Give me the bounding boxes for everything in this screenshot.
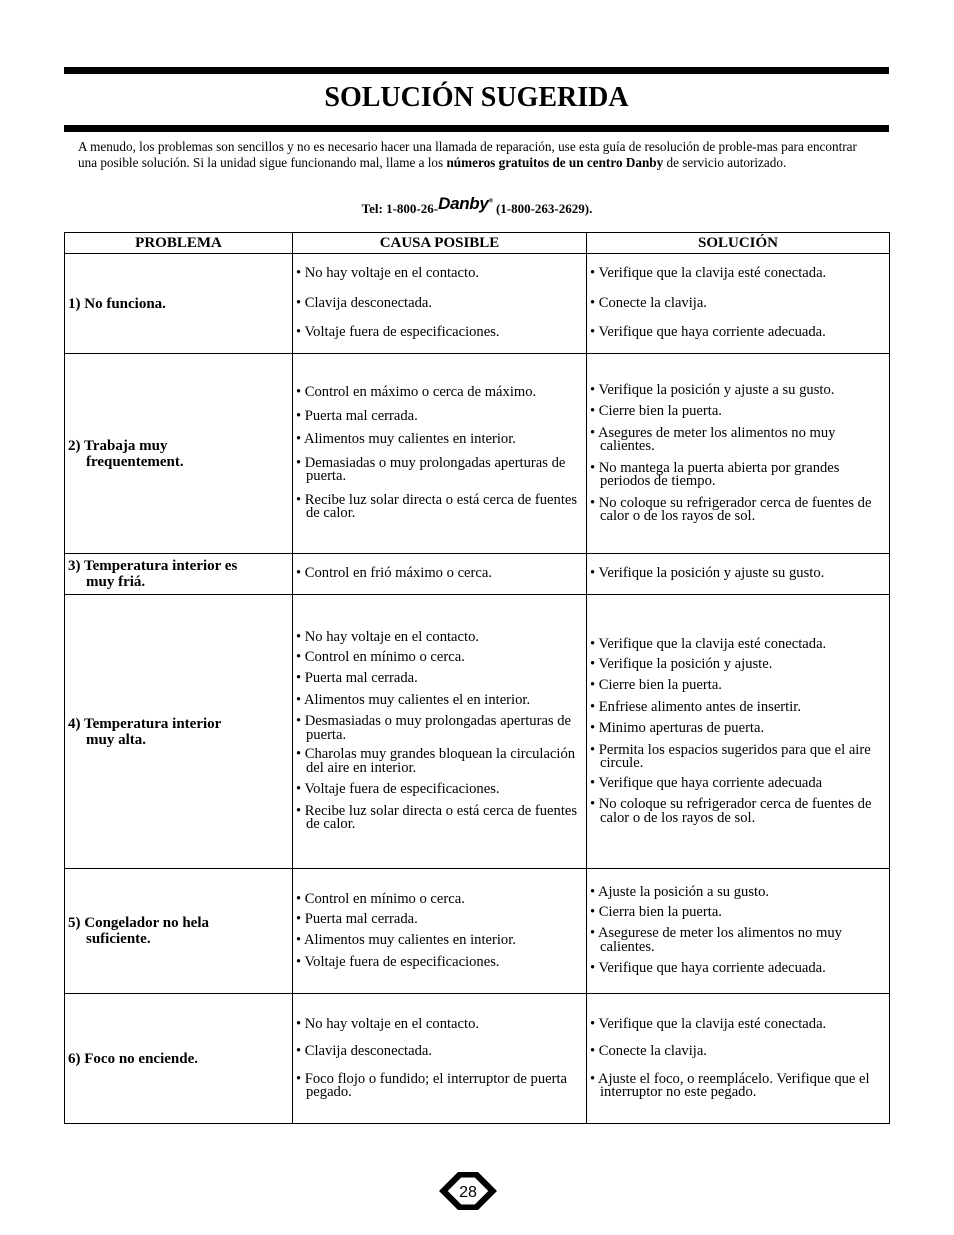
solution-cell [587,554,890,595]
solution-item: • Cierre bien la puerta. [590,405,887,419]
solution-item: • Minimo aperturas de puerta. [590,722,887,736]
intro-paragraph [78,139,878,170]
cause-item: • Voltaje fuera de especificaciones. [296,326,584,340]
cause-cell [293,554,587,595]
problem-label-line2: suficiente. [86,931,151,947]
cause-item: • Demasiadas o muy prolongadas aperturas de puerta. [296,457,584,484]
solution-item: • Verifique la posición y ajuste su gusto. [590,567,887,581]
solution-item: • Conecte la clavija. [590,297,887,311]
top-rule [64,67,889,74]
cause-item: • Alimentos muy calientes en interior. [296,433,584,447]
problem-cell [65,354,293,554]
solution-item: • Permita los espacios sugeridos para que el aire circule. [590,744,887,771]
solution-cell [587,595,890,869]
problem-cell [65,869,293,994]
problem-label-line1: 3) Temperatura interior es [68,558,238,574]
solution-cell [587,354,890,554]
cause-list [293,567,586,581]
page-title: SOLUCIÓN SUGERIDA [324,82,629,113]
solution-item: • Cierra bien la puerta. [590,906,887,920]
solution-cell [587,869,890,994]
table-row [65,554,890,595]
solution-item: • No coloque su refrigerador cerca de fuentes de calor o de los rayos de sol. [590,497,887,524]
intro-bold: números gratuitos de un centro Danby [446,154,664,170]
solution-item: • Cierre bien la puerta. [590,679,887,693]
problem-label-line1: 1) No funciona. [68,295,166,312]
cause-item: • Puerta mal cerrada. [296,672,584,686]
telephone-line [0,194,954,218]
header-solucion: SOLUCIÓN [587,233,890,254]
cause-item: • Clavija desconectada. [296,297,584,311]
title-bottom-rule [64,125,889,132]
tel-suffix: (1-800-263-2629). [492,201,593,216]
cause-cell [293,254,587,354]
cause-item: • Voltaje fuera de especificaciones. [296,956,584,970]
cause-item: • Control en mínimo o cerca. [296,651,584,665]
solution-item: • No coloque su refrigerador cerca de fuentes de calor o de los rayos de sol. [590,798,887,825]
solution-list [587,638,889,825]
table-row [65,869,890,994]
table-row [65,254,890,354]
problem-label-line2: muy friá. [86,574,146,590]
cause-cell [293,994,587,1124]
cause-item: • Recibe luz solar directa o está cerca de fuentes de calor. [296,494,584,521]
cause-list [293,267,586,340]
problem-label-line1: 4) Temperatura interior [68,715,222,732]
cause-item: • No hay voltaje en el contacto. [296,631,584,645]
header-problema: PROBLEMA [65,233,293,254]
solution-item: • Conecte la clavija. [590,1045,887,1059]
problem-label-line1: 6) Foco no enciende. [68,1050,198,1067]
tel-prefix: Tel: 1-800-26- [361,201,439,216]
solution-item: • Verifique que la clavija esté conectada. [590,638,887,652]
cause-item: • Desmasiadas o muy prolongadas aperturas de puerta. [296,715,584,742]
problem-label-line2: frequentement. [86,453,184,470]
solution-item: • Verifique que haya corriente adecuada. [590,962,887,976]
solution-cell [587,254,890,354]
problem-label-line1: 2) Trabaja muy [68,437,168,454]
cause-item: • Recibe luz solar directa o está cerca de fuentes de calor. [296,805,584,832]
cause-list [293,631,586,832]
cause-cell [293,354,587,554]
table-row [65,994,890,1124]
cause-item: • Control en frió máximo o cerca. [296,567,584,581]
cause-item: • Alimentos muy calientes el en interior. [296,694,584,708]
cause-item: • Clavija desconectada. [296,1045,584,1059]
cause-item: • Charolas muy grandes bloquean la circulación del aire en interior. [296,748,584,775]
page-number-badge [436,1170,500,1212]
solution-list [587,1015,889,1100]
cause-item: • Control en mínimo o cerca. [296,893,584,907]
cause-item: • Alimentos muy calientes en interior. [296,934,584,948]
cause-list [293,893,586,969]
cause-item: • No hay voltaje en el contacto. [296,1018,584,1032]
problem-cell [65,595,293,869]
problem-label-line2: muy alta. [86,731,146,748]
cause-list [293,386,586,521]
solution-cell [587,994,890,1124]
solution-item: • Asegures de meter los alimentos no muy calientes. [590,427,887,454]
solution-list [587,886,889,976]
solution-list [587,567,889,581]
problem-label-line1: 5) Congelador no hela [68,915,209,931]
solution-item: • Verifique que la clavija esté conectada. [590,267,887,281]
solution-item: • Ajuste el foco, o reemplácelo. Verifique que el interruptor no este pegado. [590,1073,887,1100]
cause-item: • No hay voltaje en el contacto. [296,267,584,281]
solution-item: • Ajuste la posición a su gusto. [590,886,887,900]
solution-item: • Enfriese alimento antes de insertir. [590,701,887,715]
cause-item: • Puerta mal cerrada. [296,410,584,424]
danby-logo-text: Danby [438,194,489,213]
solution-item: • Verifique que la clavija esté conectada. [590,1018,887,1032]
table-row [65,354,890,554]
problem-cell [65,994,293,1124]
table-header-row [65,233,890,254]
intro-text-2: de servicio autorizado. [663,154,787,170]
registered-mark: ® [488,198,493,205]
solution-list [587,267,889,340]
problem-cell [65,554,293,595]
page-number: 28 [459,1184,477,1201]
cause-cell [293,869,587,994]
table-row [65,595,890,869]
danby-logo [438,194,493,214]
solution-item: • Asegurese de meter los alimentos no muy calientes. [590,927,887,954]
solution-item: • No mantega la puerta abierta por grandes periodos de tiempo. [590,462,887,489]
header-causa-posible: CAUSA POSIBLE [293,233,587,254]
cause-item: • Puerta mal cerrada. [296,913,584,927]
solution-item: • Verifique la posición y ajuste a su gusto. [590,384,887,398]
cause-item: • Control en máximo o cerca de máximo. [296,386,584,400]
intro-text-1: A menudo, los problemas son sencillos y no es necesario hacer una llamada de reparación, use esta guía de resolución de proble-mas para encontrar una posible solución. Si la unidad sigue funcionando mal, llame a los [78,139,857,170]
cause-cell [293,595,587,869]
solution-list [587,381,889,524]
troubleshooting-table [64,232,890,1124]
solution-item: • Verifique que haya corriente adecuada [590,777,887,791]
cause-list [293,1015,586,1100]
cause-item: • Foco flojo o fundido; el interruptor de puerta pegado. [296,1073,584,1100]
solution-item: • Verifique que haya corriente adecuada. [590,326,887,340]
problem-cell [65,254,293,354]
solution-item: • Verifique la posición y ajuste. [590,658,887,672]
cause-item: • Voltaje fuera de especificaciones. [296,783,584,797]
